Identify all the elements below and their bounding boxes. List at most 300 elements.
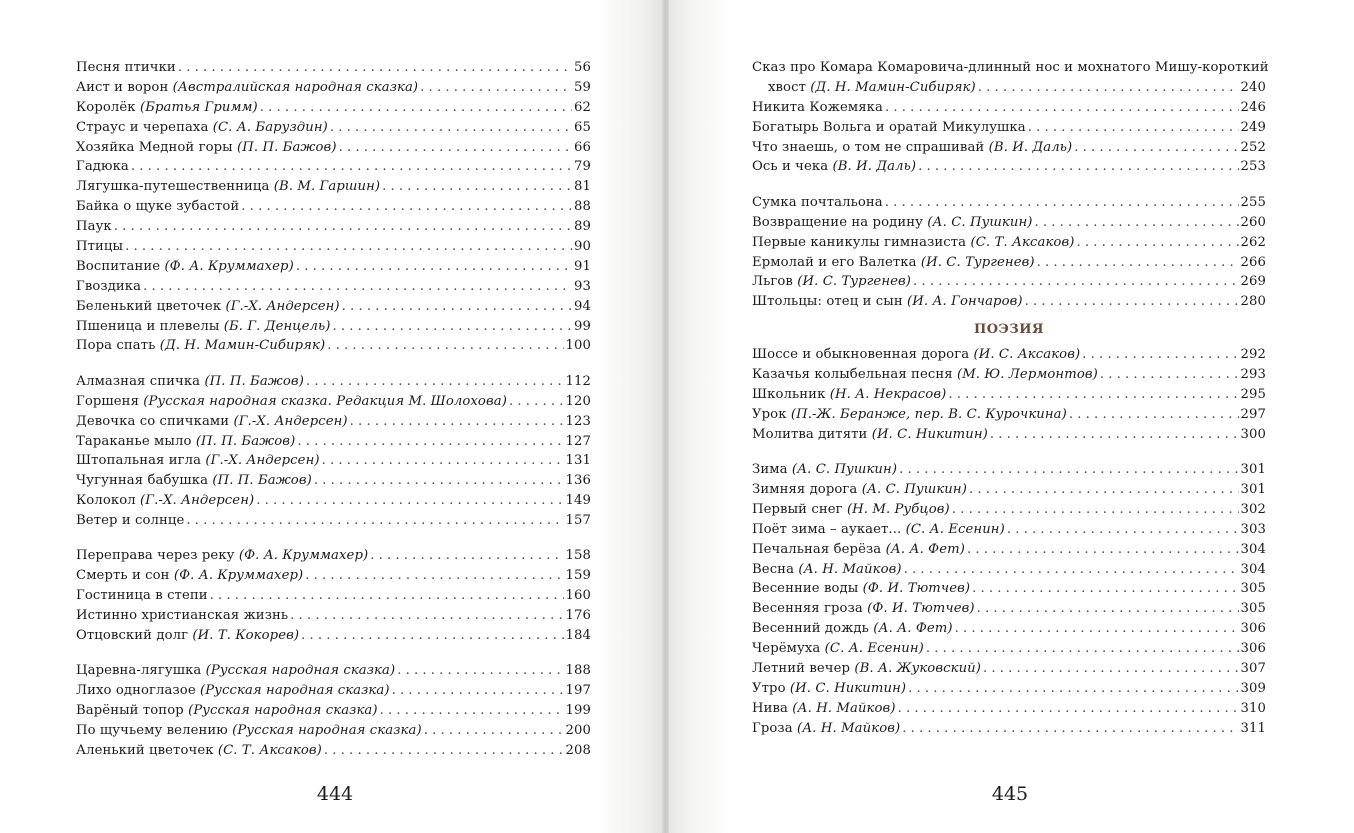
entry-title: Хозяйка Медной горы (П. П. Бажов) — [76, 139, 337, 155]
entry-author: (И. С. Никитин) — [789, 680, 907, 696]
entry-author: (Г.-Х. Андерсен) — [225, 298, 340, 314]
entry-author: (Н. А. Некрасов) — [829, 386, 947, 402]
dot-leader — [125, 237, 572, 257]
entry-title: Аленький цветочек (С. Т. Аксаков) — [76, 743, 322, 758]
entry-page-number: 136 — [565, 473, 591, 489]
dot-leader — [972, 579, 1238, 599]
dot-leader — [1035, 213, 1239, 233]
toc-entry — [752, 560, 1266, 580]
entry-title: Чугунная бабушка (П. П. Бажов) — [76, 473, 312, 489]
dot-leader — [143, 277, 572, 297]
entry-page-number: 89 — [574, 219, 591, 235]
dot-leader — [1069, 405, 1239, 425]
dot-leader — [210, 586, 564, 606]
entry-author: (С. А. Есенин) — [905, 521, 1005, 537]
dot-leader — [380, 701, 564, 721]
dot-leader — [1100, 365, 1239, 385]
dot-leader — [260, 98, 572, 118]
entry-title: Льгов (И. С. Тургенев) — [752, 274, 912, 290]
entry-title: Колокол (Г.-Х. Андерсен) — [76, 493, 255, 509]
entry-page-number: 307 — [1240, 660, 1266, 676]
entry-author: (Русская народная сказка) — [200, 683, 390, 699]
page-number-left: 444 — [316, 783, 354, 805]
entry-author: (А. А. Фет) — [873, 621, 953, 637]
toc-entry — [76, 491, 591, 511]
entry-author: (И. С. Тургенев) — [797, 274, 912, 290]
dot-leader — [913, 272, 1238, 292]
entry-title: Весенний дождь (А. А. Фет) — [752, 621, 953, 637]
entry-page-number: 306 — [1240, 621, 1266, 637]
dot-leader — [899, 460, 1238, 480]
entry-page-number: 158 — [565, 548, 591, 564]
entry-title: Царевна-лягушка (Русская народная сказка) — [76, 663, 396, 679]
toc-entry — [76, 741, 591, 761]
entry-author: (А. Н. Майков) — [796, 720, 901, 736]
entry-page-number: 305 — [1240, 601, 1266, 617]
entry-page-number: 295 — [1240, 386, 1266, 402]
dot-leader — [327, 336, 563, 356]
entry-page-number: 280 — [1240, 294, 1266, 310]
entry-page-number: 262 — [1240, 234, 1266, 250]
dot-leader — [290, 606, 563, 626]
entry-page-number: 240 — [1240, 79, 1266, 95]
toc-entry — [752, 98, 1266, 118]
entry-author: (Русская народная сказка) — [232, 723, 422, 739]
entry-page-number: 197 — [565, 683, 591, 699]
entry-title: Ось и чека (В. И. Даль) — [752, 159, 917, 175]
entry-author: (С. Т. Аксаков) — [970, 234, 1075, 250]
toc-block-poetry — [752, 345, 1266, 738]
toc-entry — [76, 237, 591, 257]
dot-leader — [1074, 138, 1238, 158]
entry-author: (Г.-Х. Андерсен) — [140, 493, 255, 509]
dot-leader — [306, 372, 564, 392]
entry-title: Королёк (Братья Гримм) — [76, 99, 258, 115]
entry-page-number: 100 — [565, 338, 591, 354]
entry-title: Гроза (А. Н. Майков) — [752, 720, 901, 736]
entry-title: Ветер и солнце — [76, 513, 185, 529]
entry-title-line1: Сказ про Комара Комаровича-длинный нос и мохнатого Мишу-короткий — [752, 60, 1269, 75]
entry-author: (С. А. Есенин) — [824, 641, 924, 657]
entry-title: Варёный топор (Русская народная сказка) — [76, 703, 378, 719]
dot-leader — [955, 619, 1239, 639]
entry-page-number: 200 — [565, 723, 591, 739]
entry-title: Тараканье мыло (П. П. Бажов) — [76, 433, 296, 449]
entry-title: Девочка со спичками (Г.-Х. Андерсен) — [76, 413, 348, 429]
entry-page-number: 253 — [1240, 159, 1266, 175]
dot-leader — [324, 741, 564, 761]
dot-leader — [967, 540, 1239, 560]
entry-page-number: 127 — [565, 433, 591, 449]
entry-author: (П. П. Бажов) — [204, 373, 304, 389]
entry-title: Богатырь Вольга и оратай Микулушка — [752, 119, 1026, 135]
entry-title: Что знаешь, о том не спрашивай (В. И. Даль) — [752, 139, 1073, 155]
table-of-contents-left — [76, 58, 591, 761]
dot-leader — [983, 659, 1239, 679]
entry-author: (Н. М. Рубцов) — [846, 501, 950, 517]
entry-author: (С. А. Баруздин) — [212, 119, 328, 135]
dot-leader — [420, 78, 572, 98]
entry-page-number: 304 — [1240, 541, 1266, 557]
group-spacer — [76, 531, 591, 547]
entry-page-number: 249 — [1240, 119, 1266, 135]
toc-entry — [752, 520, 1266, 540]
entry-author: (Ф. А. Круммахер) — [238, 548, 369, 564]
toc-entry — [76, 336, 591, 356]
entry-title: Казачья колыбельная песня (М. Ю. Лермонтов) — [752, 366, 1098, 382]
entry-author: (Д. Н. Мамин-Сибиряк) — [159, 338, 326, 354]
entry-page-number: 93 — [574, 278, 591, 294]
toc-entry — [76, 118, 591, 138]
entry-title: Гадюка — [76, 159, 129, 175]
entry-page-number: 123 — [565, 413, 591, 429]
entry-author: (А. С. Пушкин) — [861, 481, 967, 497]
section-heading-poetry: ПОЭЗИЯ — [973, 322, 1045, 338]
entry-page-number: 94 — [574, 298, 591, 314]
entry-title: Поёт зима – аукает... (С. А. Есенин) — [752, 521, 1005, 537]
entry-title: Лихо одноглазое (Русская народная сказка) — [76, 683, 390, 699]
toc-entry — [76, 586, 591, 606]
toc-entry — [76, 277, 591, 297]
entry-title: Лягушка-путешественница (В. М. Гаршин) — [76, 179, 381, 195]
toc-entry — [76, 197, 591, 217]
entry-page-number: 81 — [574, 179, 591, 195]
entry-page-number: 160 — [565, 588, 591, 604]
entry-author: (А. С. Пушкин) — [791, 462, 898, 478]
entry-author: (Ф. И. Тютчев) — [867, 601, 975, 617]
dot-leader — [256, 491, 563, 511]
toc-entry — [752, 138, 1266, 158]
entry-author: (Г.-Х. Андерсен) — [233, 413, 348, 429]
dot-leader — [186, 511, 563, 531]
toc-entry — [752, 679, 1266, 699]
book-gutter — [662, 0, 669, 833]
entry-title: Смерть и сон (Ф. А. Круммахер) — [76, 568, 304, 584]
dot-leader — [305, 566, 563, 586]
entry-title: Гостиница в степи — [76, 588, 208, 604]
dot-leader — [898, 699, 1239, 719]
entry-page-number: 149 — [565, 493, 591, 509]
entry-page-number: 112 — [565, 373, 591, 389]
toc-entry — [76, 432, 591, 452]
entry-author: (Ф. А. Круммахер) — [173, 568, 304, 584]
entry-author: (А. Н. Майков) — [792, 700, 896, 716]
entry-page-number: 199 — [565, 703, 591, 719]
entry-title: По щучьему велению (Русская народная сказка) — [76, 723, 422, 739]
entry-page-number: 65 — [574, 119, 591, 135]
entry-title: Первые каникулы гимназиста (С. Т. Аксаков) — [752, 234, 1075, 250]
entry-title: Черёмуха (С. А. Есенин) — [752, 641, 924, 657]
entry-title: Алмазная спичка (П. П. Бажов) — [76, 373, 304, 389]
dot-leader — [342, 297, 572, 317]
toc-entry — [76, 451, 591, 471]
entry-page-number: 292 — [1240, 347, 1266, 363]
dot-leader — [977, 599, 1239, 619]
entry-title: Школьник (Н. А. Некрасов) — [752, 386, 947, 402]
entry-title-line2 — [752, 78, 1266, 98]
entry-author: (В. И. Даль) — [988, 139, 1073, 155]
entry-page-number: 301 — [1240, 462, 1266, 478]
entry-title: Зимняя дорога (А. С. Пушкин) — [752, 481, 967, 497]
toc-entry — [752, 639, 1266, 659]
entry-author: (А. С. Пушкин) — [927, 214, 1033, 230]
entry-author: (И. А. Гончаров) — [907, 294, 1023, 310]
toc-entry — [752, 193, 1266, 213]
toc-entry — [752, 599, 1266, 619]
entry-author: (В. И. Даль) — [832, 159, 917, 175]
entry-author: (И. С. Тургенев) — [920, 254, 1035, 270]
dot-leader — [908, 679, 1238, 699]
entry-author: (П. П. Бажов) — [195, 433, 296, 449]
toc-entry — [752, 579, 1266, 599]
toc-entry — [76, 98, 591, 118]
dot-leader — [918, 157, 1238, 177]
dot-leader — [978, 78, 1239, 98]
entry-title: Нива (А. Н. Майков) — [752, 700, 896, 716]
entry-page-number: 304 — [1240, 561, 1266, 577]
entry-author: (Русская народная сказка. Редакция М. Шолохова) — [143, 393, 507, 409]
entry-page-number: 297 — [1240, 406, 1266, 422]
toc-entry — [752, 699, 1266, 719]
entry-title: Паук — [76, 219, 112, 235]
entry-author: (Ф. И. Тютчев) — [862, 581, 971, 597]
entry-author: (П. П. Бажов) — [212, 473, 312, 489]
entry-page-number: 306 — [1240, 641, 1266, 657]
entry-title: Отцовский долг (И. Т. Кокорев) — [76, 628, 300, 644]
entry-author: (В. М. Гаршин) — [273, 179, 381, 195]
entry-author: (С. Т. Аксаков) — [217, 743, 322, 758]
entry-title: Гвоздика — [76, 278, 142, 294]
toc-entry — [752, 540, 1266, 560]
toc-entry — [76, 701, 591, 721]
entry-author: (П. П. Бажов) — [237, 139, 337, 155]
dot-leader — [397, 661, 563, 681]
entry-title: Страус и черепаха (С. А. Баруздин) — [76, 119, 328, 135]
entry-page-number: 266 — [1240, 254, 1266, 270]
toc-entry — [76, 58, 591, 78]
entry-page-number: 120 — [565, 393, 591, 409]
toc-entry — [752, 405, 1266, 425]
dot-leader — [948, 385, 1238, 405]
entry-page-number: 62 — [574, 99, 591, 115]
entry-page-number: 302 — [1240, 501, 1266, 517]
entry-page-number: 131 — [565, 453, 591, 469]
entry-author: (Русская народная сказка) — [205, 663, 396, 679]
entry-author: (Д. Н. Мамин-Сибиряк) — [810, 79, 976, 95]
left-page — [0, 0, 662, 833]
dot-leader — [509, 392, 564, 412]
entry-title: Пора спать (Д. Н. Мамин-Сибиряк) — [76, 338, 326, 354]
entry-title: Зима (А. С. Пушкин) — [752, 462, 898, 478]
toc-entry — [76, 471, 591, 491]
toc-entry-multiline — [752, 58, 1269, 98]
entry-title: Аист и ворон (Австралийская народная сказка) — [76, 79, 419, 95]
toc-entry — [76, 721, 591, 741]
entry-page-number: 252 — [1240, 139, 1266, 155]
dot-leader — [333, 317, 573, 337]
dot-leader — [904, 560, 1239, 580]
entry-title: Переправа через реку (Ф. А. Круммахер) — [76, 548, 369, 564]
dot-leader — [382, 177, 572, 197]
toc-entry — [752, 157, 1266, 177]
entry-title: Летний вечер (В. А. Жуковский) — [752, 660, 981, 676]
dot-leader — [350, 412, 564, 432]
toc-entry — [752, 345, 1266, 365]
entry-title: Сумка почтальона — [752, 194, 883, 210]
toc-entry — [752, 292, 1266, 312]
toc-entry — [76, 257, 591, 277]
entry-page-number: 260 — [1240, 214, 1266, 230]
toc-entry — [76, 546, 591, 566]
toc-entry — [76, 138, 591, 158]
dot-leader — [1025, 292, 1239, 312]
dot-leader — [1077, 233, 1239, 253]
dot-leader — [314, 471, 564, 491]
entry-author: (И. С. Никитин) — [871, 426, 988, 442]
toc-entry — [752, 500, 1266, 520]
dot-leader — [370, 546, 563, 566]
dot-leader — [131, 157, 572, 177]
toc-entry — [76, 372, 591, 392]
entry-page-number: 159 — [565, 568, 591, 584]
entry-title: Печальная берёза (А. А. Фет) — [752, 541, 965, 557]
toc-entry — [76, 317, 591, 337]
dot-leader — [392, 681, 564, 701]
right-page — [669, 0, 1354, 833]
entry-page-number: 293 — [1240, 366, 1266, 382]
entry-title: Молитва дитяти (И. С. Никитин) — [752, 426, 988, 442]
toc-entry — [752, 425, 1266, 445]
entry-author: (А. А. Фет) — [885, 541, 965, 557]
dot-leader — [241, 197, 572, 217]
dot-leader — [902, 719, 1238, 739]
group-spacer — [76, 356, 591, 372]
entry-title: хвост (Д. Н. Мамин-Сибиряк) — [768, 79, 976, 95]
entry-page-number: 176 — [565, 608, 591, 624]
entry-page-number: 305 — [1240, 581, 1266, 597]
entry-author: (Братья Гримм) — [139, 99, 258, 115]
toc-entry — [76, 681, 591, 701]
entry-author: (А. Н. Майков) — [798, 561, 902, 577]
dot-leader — [1028, 118, 1239, 138]
entry-page-number: 309 — [1240, 680, 1266, 696]
toc-entry — [752, 619, 1266, 639]
toc-entry — [752, 460, 1266, 480]
dot-leader — [990, 425, 1239, 445]
dot-leader — [330, 118, 572, 138]
dot-leader — [114, 217, 572, 237]
entry-author: (И. С. Аксаков) — [973, 347, 1081, 363]
dot-leader — [926, 639, 1239, 659]
toc-entry — [752, 272, 1266, 292]
entry-page-number: 255 — [1240, 194, 1266, 210]
toc-entry — [76, 412, 591, 432]
dot-leader — [969, 480, 1239, 500]
entry-page-number: 208 — [565, 743, 591, 758]
entry-title: Весенняя гроза (Ф. И. Тютчев) — [752, 601, 975, 617]
entry-author: (М. Ю. Лермонтов) — [956, 366, 1098, 382]
entry-author: (Б. Г. Денцель) — [223, 318, 331, 334]
toc-entry — [76, 157, 591, 177]
page-number-right: 445 — [991, 783, 1029, 805]
entry-page-number: 301 — [1240, 481, 1266, 497]
group-spacer — [752, 445, 1266, 461]
group-spacer — [752, 177, 1266, 193]
entry-page-number: 88 — [574, 199, 591, 215]
entry-page-number: 91 — [574, 258, 591, 274]
entry-title: Воспитание (Ф. А. Круммахер) — [76, 258, 294, 274]
toc-entry — [76, 511, 591, 531]
toc-entry — [76, 566, 591, 586]
dot-leader — [952, 500, 1239, 520]
toc-entry — [752, 385, 1266, 405]
entry-title: Весна (А. Н. Майков) — [752, 561, 902, 577]
entry-author: (Русская народная сказка) — [188, 703, 378, 719]
entry-title: Байка о щуке зубастой — [76, 199, 240, 215]
dot-leader — [322, 451, 564, 471]
entry-page-number: 303 — [1240, 521, 1266, 537]
entry-title: Урок (П.-Ж. Беранже, пер. В. С. Курочкина) — [752, 406, 1067, 422]
entry-page-number: 90 — [574, 239, 591, 255]
entry-title: Беленький цветочек (Г.-Х. Андерсен) — [76, 298, 340, 314]
toc-entry — [752, 253, 1266, 273]
entry-author: (П.-Ж. Беранже, пер. В. С. Курочкина) — [790, 406, 1067, 422]
toc-entry — [76, 297, 591, 317]
dot-leader — [885, 193, 1239, 213]
entry-author: (В. А. Жуковский) — [854, 660, 981, 676]
dot-leader — [1082, 345, 1238, 365]
dot-leader — [1037, 253, 1239, 273]
entry-title: Песня птички — [76, 60, 176, 75]
entry-author: (Австралийская народная сказка) — [172, 79, 419, 95]
entry-title: Ермолай и его Валетка (И. С. Тургенев) — [752, 254, 1035, 270]
entry-page-number: 311 — [1240, 720, 1266, 736]
toc-entry — [76, 78, 591, 98]
dot-leader — [297, 432, 563, 452]
toc-entry — [752, 365, 1266, 385]
toc-entry — [752, 719, 1266, 739]
entry-title: Первый снег (Н. М. Рубцов) — [752, 501, 950, 517]
toc-entry — [752, 659, 1266, 679]
entry-title: Шоссе и обыкновенная дорога (И. С. Аксаков) — [752, 347, 1081, 363]
dot-leader — [424, 721, 564, 741]
entry-page-number: 157 — [565, 513, 591, 529]
entry-page-number: 184 — [565, 628, 591, 644]
entry-title: Пшеница и плевелы (Б. Г. Денцель) — [76, 318, 331, 334]
entry-title: Штопальная игла (Г.-Х. Андерсен) — [76, 453, 320, 469]
entry-page-number: 300 — [1240, 426, 1266, 442]
dot-leader — [301, 626, 563, 646]
toc-entry — [752, 233, 1266, 253]
toc-block-prose — [752, 98, 1266, 312]
entry-page-number: 56 — [574, 60, 591, 75]
table-of-contents-right — [752, 58, 1269, 739]
entry-title: Горшеня (Русская народная сказка. Редакция М. Шолохова) — [76, 393, 507, 409]
entry-title: Утро (И. С. Никитин) — [752, 680, 907, 696]
entry-page-number: 310 — [1240, 700, 1266, 716]
toc-entry — [752, 213, 1266, 233]
entry-author: (И. Т. Кокорев) — [192, 628, 300, 644]
toc-entry — [76, 661, 591, 681]
dot-leader — [178, 58, 572, 78]
entry-title: Штольцы: отец и сын (И. А. Гончаров) — [752, 294, 1023, 310]
entry-page-number: 269 — [1240, 274, 1266, 290]
toc-entry — [76, 217, 591, 237]
dot-leader — [296, 257, 572, 277]
group-spacer — [76, 646, 591, 662]
entry-title: Никита Кожемяка — [752, 99, 883, 115]
toc-entry — [76, 392, 591, 412]
